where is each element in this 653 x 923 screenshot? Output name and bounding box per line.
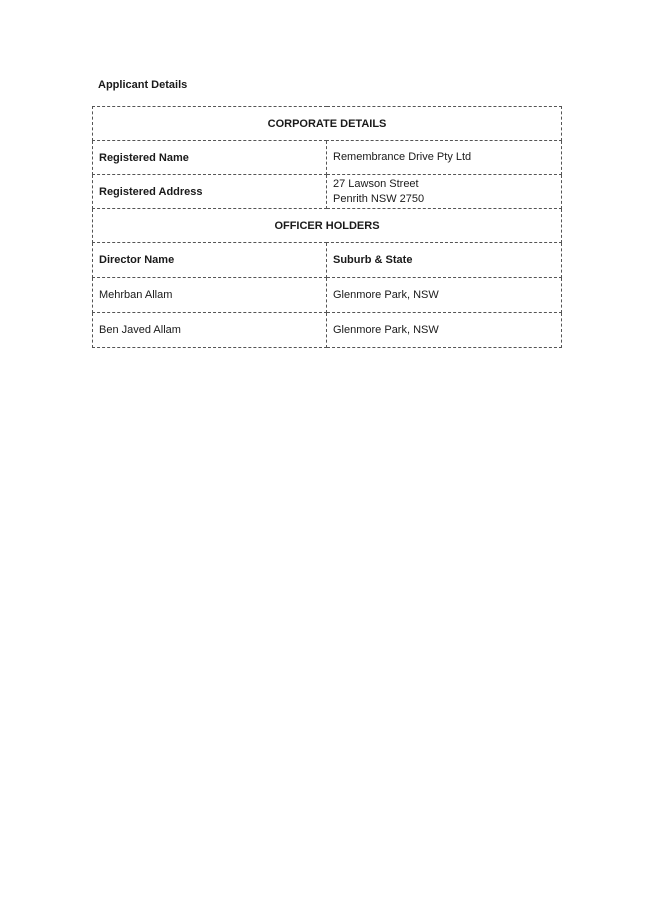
- suburb-state-cell: Glenmore Park, NSW: [327, 313, 562, 348]
- officers-section-row: [93, 209, 562, 243]
- officers-header-row: [93, 243, 562, 278]
- director-name-header: Director Name: [93, 243, 327, 278]
- corporate-section-row: [93, 107, 562, 141]
- registered-name-label: Registered Name: [93, 141, 327, 175]
- officers-section-title: OFFICER HOLDERS: [93, 209, 562, 243]
- director-name-cell: Ben Javed Allam: [93, 313, 327, 348]
- table-row: [93, 313, 562, 348]
- registered-address-value: [327, 175, 562, 209]
- address-line-2: Penrith NSW 2750: [333, 192, 425, 205]
- registered-address-label: Registered Address: [93, 175, 327, 209]
- suburb-state-cell: Glenmore Park, NSW: [327, 278, 562, 313]
- director-name-cell: Mehrban Allam: [93, 278, 327, 313]
- table-row: [93, 278, 562, 313]
- registered-name-row: [93, 141, 562, 175]
- page-heading: Applicant Details: [98, 79, 188, 91]
- address-line-1: 27 Lawson Street: [333, 177, 419, 190]
- registered-address-row: [93, 175, 562, 209]
- applicant-details-table: [92, 106, 562, 348]
- registered-name-value: Remembrance Drive Pty Ltd: [327, 141, 562, 175]
- corporate-section-title: CORPORATE DETAILS: [93, 107, 562, 141]
- suburb-state-header: Suburb & State: [327, 243, 562, 278]
